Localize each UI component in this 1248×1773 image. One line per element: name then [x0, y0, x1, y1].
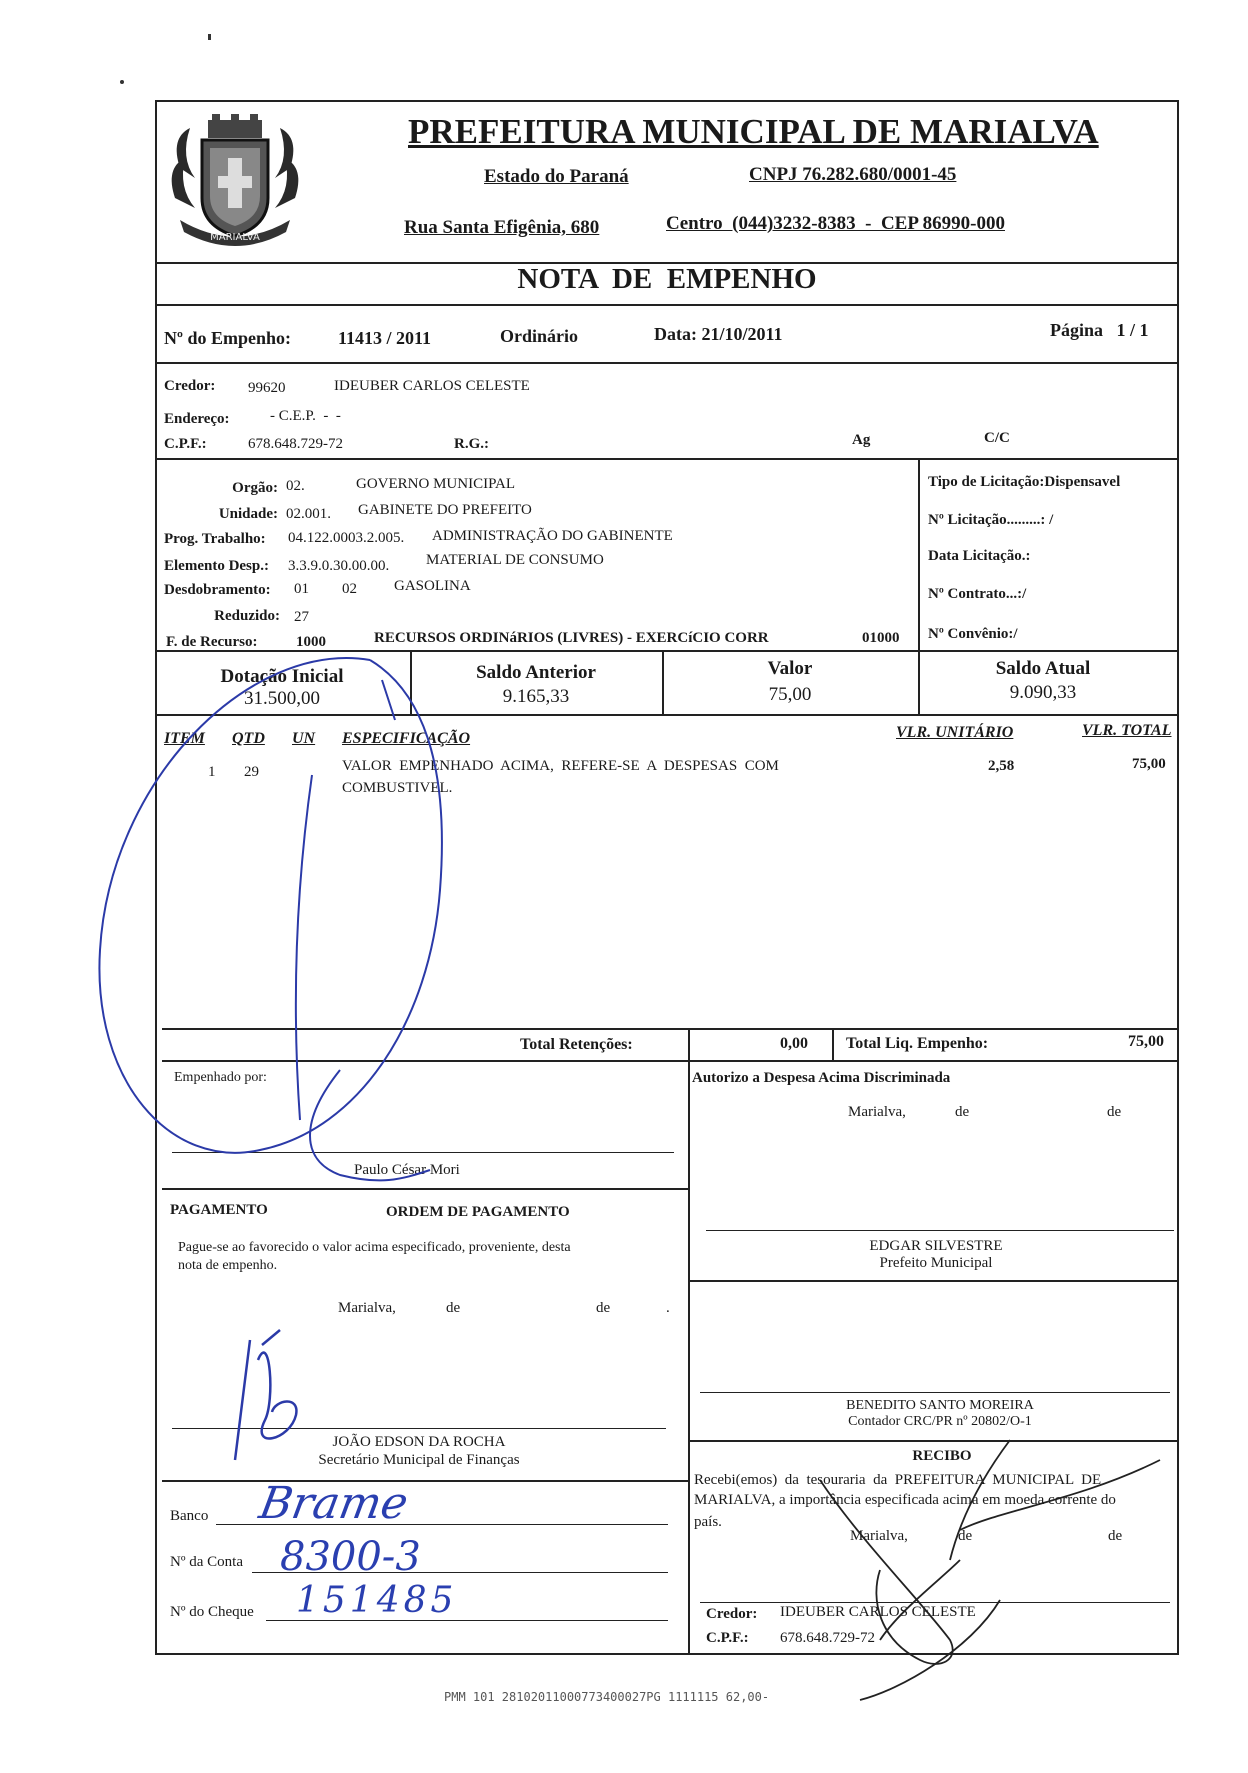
desdobramento-name: GASOLINA: [394, 578, 471, 594]
autorizo-de-2: de: [1107, 1104, 1122, 1120]
header-contact: Centro (044)3232-8383 - CEP 86990-000: [666, 213, 1005, 234]
recibo-de-2: de: [1108, 1528, 1123, 1544]
elemento-label: Elemento Desp.:: [164, 558, 269, 574]
cheque-value: 151485: [296, 1580, 458, 1621]
recurso-code: 1000: [296, 634, 326, 650]
cheque-label: Nº do Cheque: [170, 1604, 254, 1620]
prefeito-name: EDGAR SILVESTRE: [869, 1238, 1003, 1254]
header-cnpj: CNPJ 76.282.680/0001-45: [749, 164, 957, 185]
col-un: UN: [292, 730, 316, 747]
recibo-text-line-1: Recebi(emos) da tesouraria da PREFEITURA MUNICIPAL DE: [694, 1472, 1102, 1488]
item-description-line-1: VALOR EMPENHADO ACIMA, REFERE-SE A DESPESAS COM: [342, 758, 779, 774]
item-description-line-2: COMBUSTIVEL.: [342, 780, 453, 796]
desdobramento-label: Desdobramento:: [164, 582, 271, 598]
header-title: PREFEITURA MUNICIPAL DE MARIALVA: [408, 112, 1099, 151]
recurso-code-2: 01000: [862, 630, 900, 646]
empenho-type: Ordinário: [500, 326, 579, 346]
conta-value: 8300-3: [280, 1534, 421, 1580]
account-label: C/C: [984, 430, 1010, 446]
banco-value: Brame: [255, 1478, 412, 1529]
valor-value: 75,00: [768, 684, 812, 705]
reduzido-label: Reduzido:: [214, 608, 280, 624]
saldo-atual-label: Saldo Atual: [995, 658, 1091, 679]
conta-label: Nº da Conta: [170, 1554, 243, 1570]
dotacao-label: Dotação Inicial: [220, 666, 344, 687]
recibo-credor-name: IDEUBER CARLOS CELESTE: [780, 1604, 976, 1620]
orgao-label: Orgão:: [232, 480, 278, 496]
contract-number: Nº Contrato...:/: [928, 586, 1027, 602]
recibo-title: RECIBO: [912, 1448, 972, 1464]
pagamento-de-2: de: [596, 1300, 611, 1316]
footer-code: PMM 101 28102011000773400027PG 1111115 62,00-: [444, 1690, 770, 1704]
secretario-name: JOÃO EDSON DA ROCHA: [332, 1434, 506, 1450]
total-liquido-label: Total Liq. Empenho:: [846, 1035, 989, 1052]
pagamento-de-1: de: [446, 1300, 461, 1316]
pagamento-text-line-2: nota de empenho.: [178, 1258, 278, 1273]
col-qtd: QTD: [232, 730, 265, 747]
item-total: 75,00: [1132, 756, 1166, 772]
reduzido-value: 27: [294, 609, 309, 625]
item-qty: 29: [244, 764, 259, 780]
rg-label: R.G.:: [454, 436, 489, 452]
recibo-cpf-label: C.P.F.:: [706, 1630, 749, 1646]
page-number: Página 1 / 1: [1050, 320, 1149, 340]
contador-title: Contador CRC/PR nº 20802/O-1: [848, 1414, 1032, 1429]
convenio-number: Nº Convênio:/: [928, 626, 1018, 642]
address-value: - C.E.P. - -: [270, 408, 341, 424]
licitacao-type: Tipo de Licitação:Dispensavel: [928, 474, 1121, 490]
cpf-value: 678.648.729-72: [248, 436, 343, 452]
saldo-anterior-label: Saldo Anterior: [476, 662, 596, 683]
svg-text:MARIALVA: MARIALVA: [210, 232, 260, 243]
dotacao-value: 31.500,00: [244, 688, 320, 709]
contador-name: BENEDITO SANTO MOREIRA: [846, 1398, 1034, 1413]
coat-of-arms: [160, 108, 310, 258]
saldo-anterior-value: 9.165,33: [502, 686, 570, 707]
creditor-label: Credor:: [164, 378, 216, 394]
document-title: NOTA DE EMPENHO: [517, 263, 817, 295]
desdobramento-code-2: 02: [342, 581, 357, 597]
recurso-name: RECURSOS ORDINáRIOS (LIVRES) - EXERCíCIO CORR: [374, 630, 769, 646]
unidade-label: Unidade:: [218, 506, 278, 522]
header-estado: Estado do Paraná: [484, 166, 629, 187]
item-unit-price: 2,58: [988, 758, 1015, 774]
autorizo-de-1: de: [955, 1104, 970, 1120]
recibo-credor-label: Credor:: [706, 1606, 758, 1622]
valor-label: Valor: [767, 658, 813, 679]
total-liquido-value: 75,00: [1128, 1033, 1164, 1050]
secretario-title: Secretário Municipal de Finanças: [318, 1452, 520, 1468]
recibo-local: Marialva,: [850, 1528, 908, 1544]
recibo-de-1: de: [958, 1528, 973, 1544]
banco-label: Banco: [170, 1508, 209, 1524]
orgao-name: GOVERNO MUNICIPAL: [356, 476, 516, 492]
recibo-text-line-3: país.: [694, 1514, 722, 1530]
scan-speck: [120, 80, 124, 84]
unidade-code: 02.001.: [286, 506, 331, 522]
pagamento-label: PAGAMENTO: [170, 1202, 268, 1218]
total-retencoes-label: Total Retenções:: [520, 1036, 633, 1053]
item-number: 1: [208, 764, 216, 780]
col-item: ITEM: [164, 730, 205, 747]
prog-code: 04.122.0003.2.005.: [288, 530, 405, 546]
cpf-label: C.P.F.:: [164, 436, 207, 452]
prog-name: ADMINISTRAÇÃO DO GABINENTE: [432, 528, 673, 544]
creditor-code: 99620: [248, 380, 286, 396]
autorizo-label: Autorizo a Despesa Acima Discriminada: [692, 1070, 951, 1086]
ordem-pagamento-label: ORDEM DE PAGAMENTO: [386, 1204, 570, 1220]
elemento-name: MATERIAL DE CONSUMO: [426, 552, 604, 568]
col-especificacao: ESPECIFICAÇÃO: [342, 730, 471, 747]
pagamento-local: Marialva,: [338, 1300, 396, 1316]
address-label: Endereço:: [164, 411, 230, 427]
recibo-text-line-2: MARIALVA, a importância especificada acima em moeda corrente do: [694, 1492, 1116, 1508]
recibo-cpf-value: 678.648.729-72: [780, 1630, 875, 1646]
prog-label: Prog. Trabalho:: [164, 531, 266, 547]
col-vlr-unitario: VLR. UNITÁRIO: [896, 724, 1014, 741]
autorizo-local: Marialva,: [848, 1104, 906, 1120]
empenho-number-label: Nº do Empenho:: [164, 328, 291, 348]
empenho-number: 11413 / 2011: [338, 328, 432, 348]
pagamento-dot: .: [666, 1300, 670, 1316]
elemento-code: 3.3.9.0.30.00.00.: [288, 558, 390, 574]
orgao-code: 02.: [286, 478, 305, 494]
saldo-atual-value: 9.090,33: [1009, 682, 1077, 703]
coat-of-arms-icon: [160, 108, 310, 258]
empenhado-por-name: Paulo César Mori: [354, 1162, 460, 1178]
licitacao-number: Nº Licitação.........: /: [928, 512, 1054, 528]
prefeito-title: Prefeito Municipal: [879, 1255, 993, 1271]
licitacao-date: Data Licitação.:: [928, 548, 1031, 564]
scan-speck: [208, 34, 211, 40]
recurso-label: F. de Recurso:: [166, 634, 258, 650]
creditor-name: IDEUBER CARLOS CELESTE: [334, 378, 530, 394]
agency-label: Ag: [852, 432, 871, 448]
total-retencoes-value: 0,00: [780, 1035, 808, 1052]
unidade-name: GABINETE DO PREFEITO: [358, 502, 532, 518]
empenho-date: Data: 21/10/2011: [654, 324, 783, 344]
empenhado-por-label: Empenhado por:: [174, 1070, 267, 1085]
col-vlr-total: VLR. TOTAL: [1082, 722, 1172, 739]
pagamento-text-line-1: Pague-se ao favorecido o valor acima especificado, proveniente, desta: [178, 1240, 571, 1255]
desdobramento-code-1: 01: [294, 581, 309, 597]
header-address: Rua Santa Efigênia, 680: [404, 217, 600, 238]
